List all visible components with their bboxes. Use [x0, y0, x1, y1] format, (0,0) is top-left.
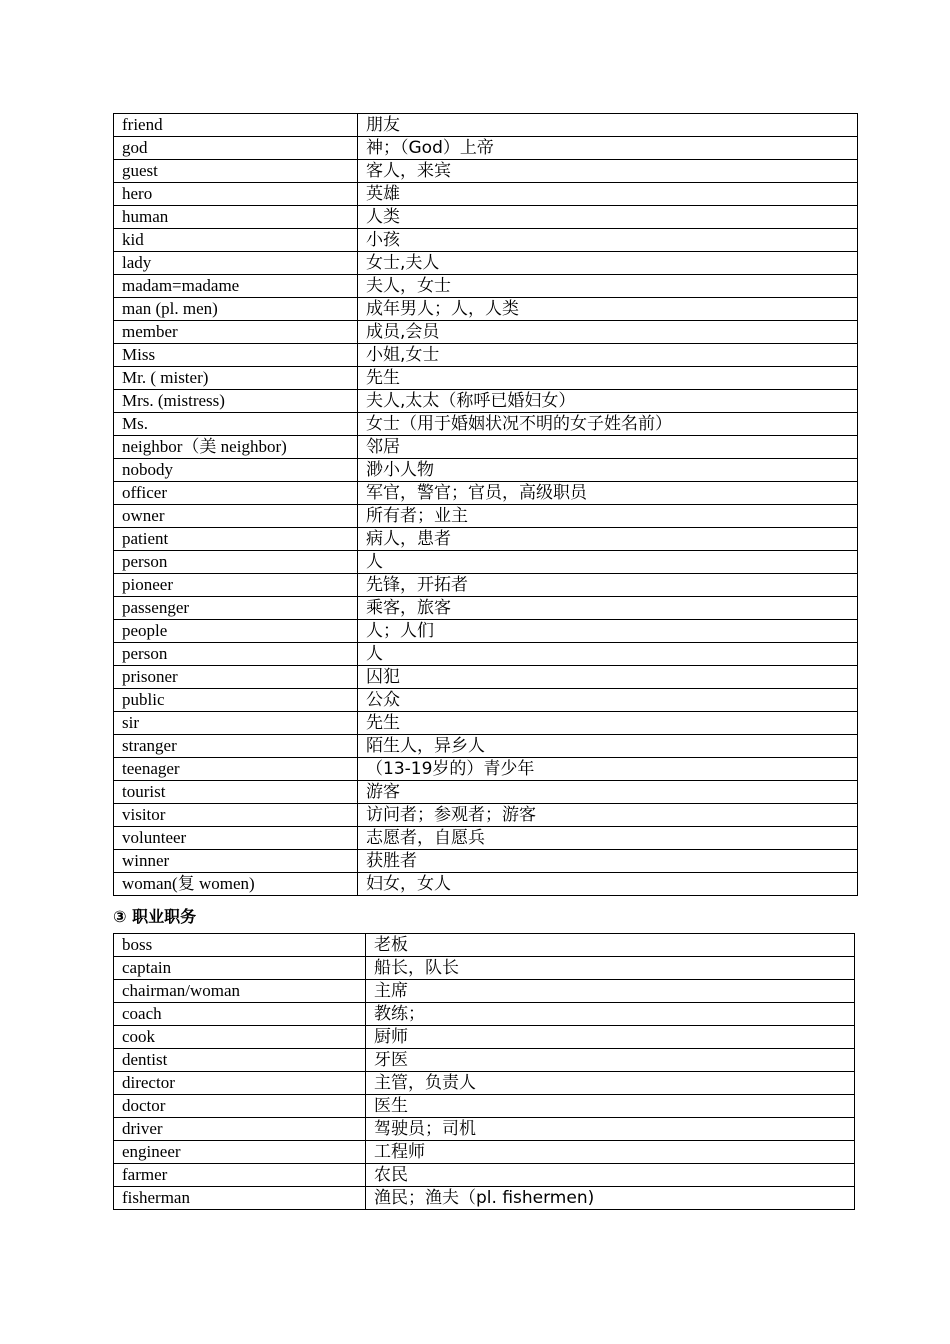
- table-row: [114, 934, 855, 957]
- english-word: person: [114, 551, 358, 574]
- chinese-meaning: 乘客，旅客: [358, 597, 858, 620]
- english-word: nobody: [114, 459, 358, 482]
- table-row: [114, 459, 858, 482]
- english-word: tourist: [114, 781, 358, 804]
- english-word: sir: [114, 712, 358, 735]
- table-row: [114, 1095, 855, 1118]
- chinese-meaning: 工程师: [366, 1141, 855, 1164]
- chinese-meaning: 渺小人物: [358, 459, 858, 482]
- chinese-meaning: 夫人,太太（称呼已婚妇女）: [358, 390, 858, 413]
- english-word: winner: [114, 850, 358, 873]
- chinese-meaning: 邻居: [358, 436, 858, 459]
- table-row: [114, 574, 858, 597]
- table-row: [114, 957, 855, 980]
- chinese-meaning: 船长，队长: [366, 957, 855, 980]
- chinese-meaning: 妇女，女人: [358, 873, 858, 896]
- english-word: hero: [114, 183, 358, 206]
- table-row: [114, 689, 858, 712]
- chinese-meaning: 先生: [358, 712, 858, 735]
- english-word: kid: [114, 229, 358, 252]
- table-row: [114, 229, 858, 252]
- chinese-meaning: 陌生人，异乡人: [358, 735, 858, 758]
- english-word: member: [114, 321, 358, 344]
- table-row: [114, 643, 858, 666]
- chinese-meaning: 神；（God）上帝: [358, 137, 858, 160]
- chinese-meaning: 人: [358, 551, 858, 574]
- chinese-meaning: 所有者；业主: [358, 505, 858, 528]
- chinese-meaning: 牙医: [366, 1049, 855, 1072]
- chinese-meaning: 驾驶员；司机: [366, 1118, 855, 1141]
- english-word: lady: [114, 252, 358, 275]
- table-row: [114, 298, 858, 321]
- english-word: prisoner: [114, 666, 358, 689]
- chinese-meaning: 老板: [366, 934, 855, 957]
- english-word: patient: [114, 528, 358, 551]
- table-row: [114, 275, 858, 298]
- table-row: [114, 252, 858, 275]
- english-word: fisherman: [114, 1187, 366, 1210]
- table-row: [114, 873, 858, 896]
- table-row: [114, 367, 858, 390]
- table-row: [114, 781, 858, 804]
- english-word: guest: [114, 160, 358, 183]
- english-word: public: [114, 689, 358, 712]
- english-word: pioneer: [114, 574, 358, 597]
- english-word: farmer: [114, 1164, 366, 1187]
- chinese-meaning: 志愿者，自愿兵: [358, 827, 858, 850]
- english-word: madam=madame: [114, 275, 358, 298]
- table-row: [114, 183, 858, 206]
- table-row: [114, 528, 858, 551]
- table-row: [114, 850, 858, 873]
- english-word: stranger: [114, 735, 358, 758]
- chinese-meaning: （13-19岁的）青少年: [358, 758, 858, 781]
- english-word: owner: [114, 505, 358, 528]
- english-word: director: [114, 1072, 366, 1095]
- table-row: [114, 1049, 855, 1072]
- english-word: human: [114, 206, 358, 229]
- english-word: people: [114, 620, 358, 643]
- english-word: driver: [114, 1118, 366, 1141]
- table-row: [114, 1003, 855, 1026]
- chinese-meaning: 囚犯: [358, 666, 858, 689]
- table-row: [114, 206, 858, 229]
- english-word: officer: [114, 482, 358, 505]
- chinese-meaning: 成员,会员: [358, 321, 858, 344]
- table-row: [114, 321, 858, 344]
- table-row: [114, 1141, 855, 1164]
- chinese-meaning: 农民: [366, 1164, 855, 1187]
- english-word: boss: [114, 934, 366, 957]
- chinese-meaning: 英雄: [358, 183, 858, 206]
- vocabulary-table-people: [113, 113, 858, 896]
- vocabulary-table-body: [114, 934, 855, 1210]
- chinese-meaning: 人；人们: [358, 620, 858, 643]
- english-word: dentist: [114, 1049, 366, 1072]
- chinese-meaning: 教练；: [366, 1003, 855, 1026]
- table-row: [114, 160, 858, 183]
- english-word: man (pl. men): [114, 298, 358, 321]
- english-word: cook: [114, 1026, 366, 1049]
- english-word: teenager: [114, 758, 358, 781]
- chinese-meaning: 军官，警官；官员，高级职员: [358, 482, 858, 505]
- table-row: [114, 1072, 855, 1095]
- table-row: [114, 344, 858, 367]
- table-row: [114, 597, 858, 620]
- english-word: passenger: [114, 597, 358, 620]
- english-word: god: [114, 137, 358, 160]
- table-row: [114, 390, 858, 413]
- table-row: [114, 137, 858, 160]
- table-row: [114, 758, 858, 781]
- table-row: [114, 551, 858, 574]
- table-row: [114, 436, 858, 459]
- section-heading-occupations: ③ 职业职务: [113, 907, 197, 926]
- english-word: engineer: [114, 1141, 366, 1164]
- table-row: [114, 827, 858, 850]
- chinese-meaning: 病人，患者: [358, 528, 858, 551]
- chinese-meaning: 游客: [358, 781, 858, 804]
- chinese-meaning: 成年男人；人，人类: [358, 298, 858, 321]
- english-word: doctor: [114, 1095, 366, 1118]
- english-word: neighbor（美 neighbor): [114, 436, 358, 459]
- vocabulary-table-occupations: [113, 933, 855, 1210]
- chinese-meaning: 医生: [366, 1095, 855, 1118]
- chinese-meaning: 先生: [358, 367, 858, 390]
- chinese-meaning: 夫人，女士: [358, 275, 858, 298]
- table-row: [114, 482, 858, 505]
- english-word: Mr. ( mister): [114, 367, 358, 390]
- english-word: chairman/woman: [114, 980, 366, 1003]
- chinese-meaning: 渔民；渔夫（pl. fishermen): [366, 1187, 855, 1210]
- chinese-meaning: 女士（用于婚姻状况不明的女子姓名前）: [358, 413, 858, 436]
- table-row: [114, 666, 858, 689]
- english-word: visitor: [114, 804, 358, 827]
- english-word: Ms.: [114, 413, 358, 436]
- chinese-meaning: 访问者；参观者；游客: [358, 804, 858, 827]
- chinese-meaning: 客人，来宾: [358, 160, 858, 183]
- english-word: person: [114, 643, 358, 666]
- chinese-meaning: 朋友: [358, 114, 858, 137]
- chinese-meaning: 主席: [366, 980, 855, 1003]
- chinese-meaning: 女士,夫人: [358, 252, 858, 275]
- chinese-meaning: 小孩: [358, 229, 858, 252]
- table-row: [114, 1187, 855, 1210]
- english-word: friend: [114, 114, 358, 137]
- table-row: [114, 620, 858, 643]
- english-word: captain: [114, 957, 366, 980]
- table-row: [114, 1118, 855, 1141]
- chinese-meaning: 厨师: [366, 1026, 855, 1049]
- table-row: [114, 413, 858, 436]
- table-row: [114, 735, 858, 758]
- chinese-meaning: 主管，负责人: [366, 1072, 855, 1095]
- table-row: [114, 980, 855, 1003]
- chinese-meaning: 人: [358, 643, 858, 666]
- table-row: [114, 505, 858, 528]
- table-row: [114, 1026, 855, 1049]
- english-word: coach: [114, 1003, 366, 1026]
- chinese-meaning: 人类: [358, 206, 858, 229]
- chinese-meaning: 获胜者: [358, 850, 858, 873]
- table-row: [114, 114, 858, 137]
- table-row: [114, 804, 858, 827]
- english-word: woman(复 women): [114, 873, 358, 896]
- chinese-meaning: 小姐,女士: [358, 344, 858, 367]
- chinese-meaning: 先锋，开拓者: [358, 574, 858, 597]
- english-word: Mrs. (mistress): [114, 390, 358, 413]
- table-row: [114, 712, 858, 735]
- vocabulary-table-body: [114, 114, 858, 896]
- table-row: [114, 1164, 855, 1187]
- english-word: Miss: [114, 344, 358, 367]
- english-word: volunteer: [114, 827, 358, 850]
- chinese-meaning: 公众: [358, 689, 858, 712]
